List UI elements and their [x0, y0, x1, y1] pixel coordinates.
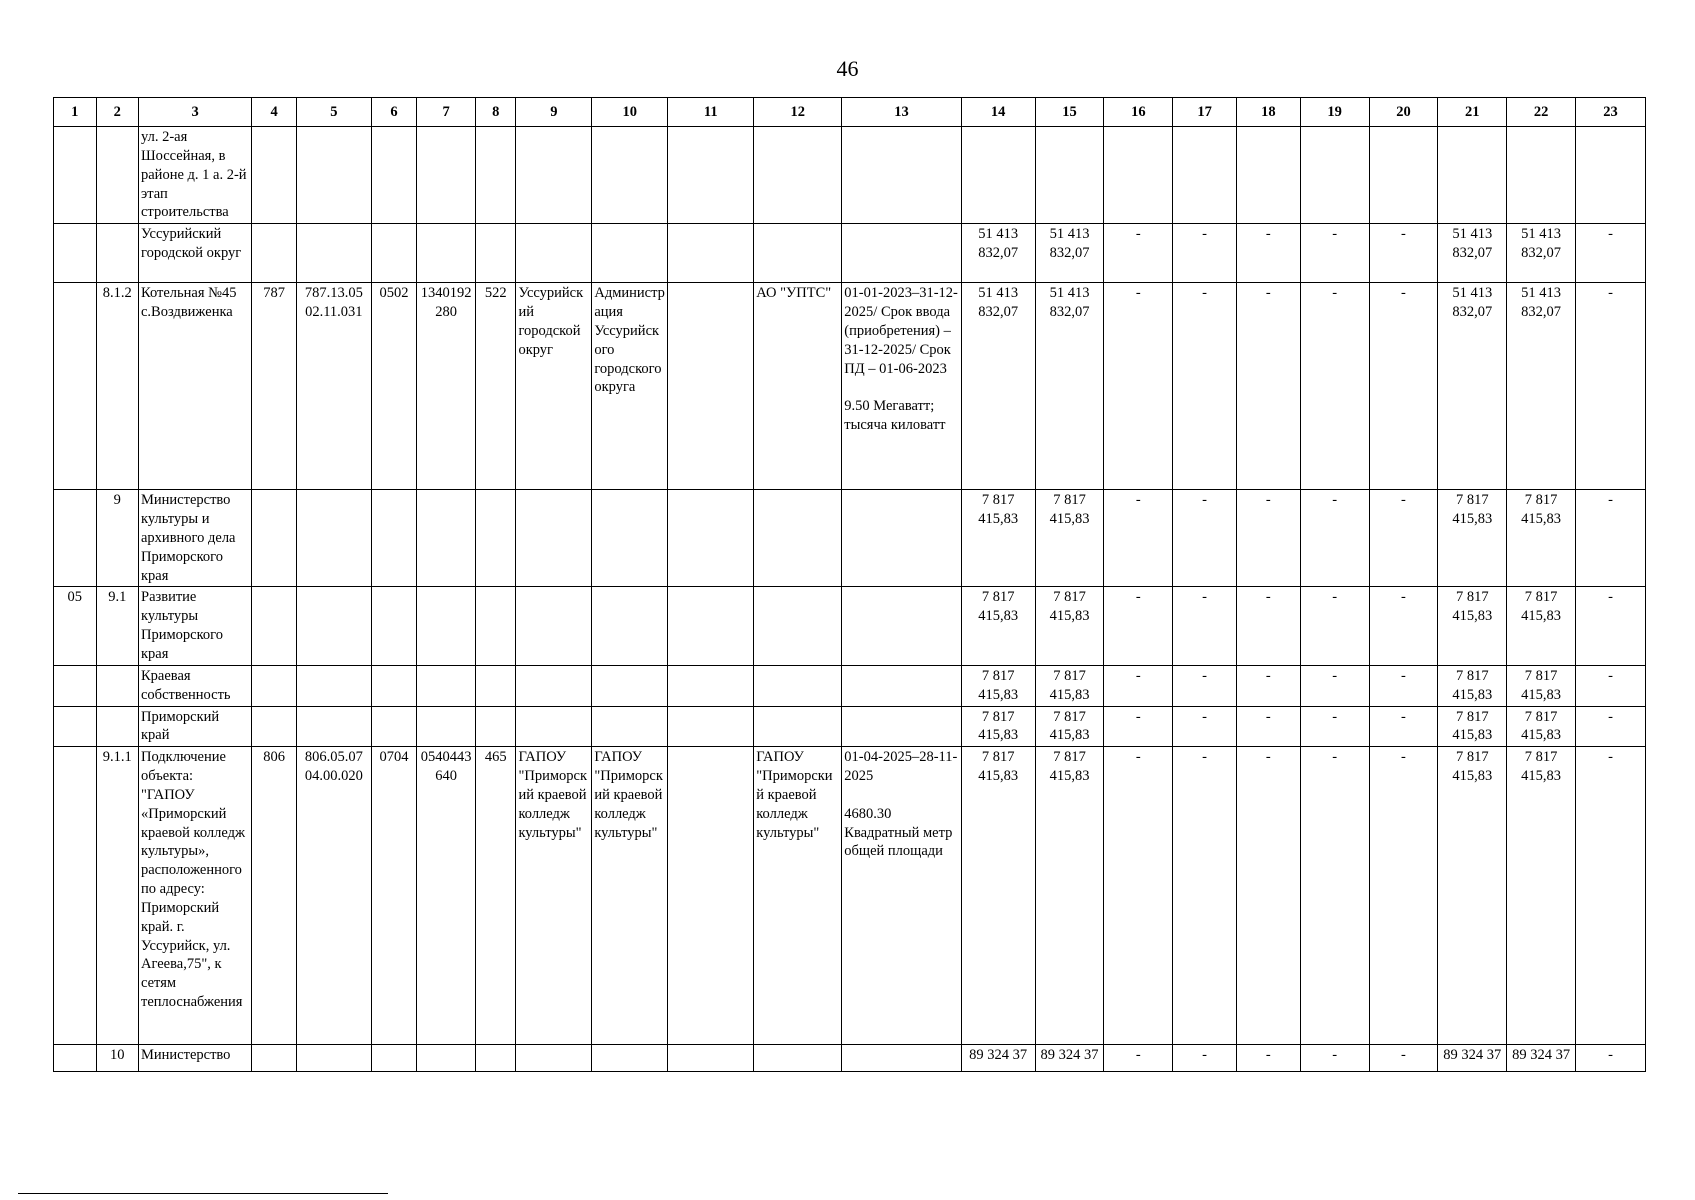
table-cell-col-20: - — [1369, 665, 1438, 706]
table-cell-col-5 — [296, 490, 371, 587]
col-header-13: 13 — [842, 98, 961, 127]
table-cell-col-6 — [371, 587, 417, 665]
table-cell-col-8 — [475, 127, 515, 224]
table-cell-col-7 — [417, 127, 476, 224]
table-cell-col-22: 51 413 832,07 — [1507, 283, 1576, 490]
col-header-21: 21 — [1438, 98, 1507, 127]
table-cell-col-11 — [668, 283, 754, 490]
table-cell-col-19: - — [1300, 1045, 1369, 1072]
table-cell-col-19: - — [1300, 665, 1369, 706]
table-cell-col-7 — [417, 587, 476, 665]
table-cell-col-14: 7 817 415,83 — [961, 490, 1035, 587]
table-cell-col-17: - — [1173, 490, 1237, 587]
table-cell-col-13 — [842, 490, 961, 587]
table-cell-col-9 — [516, 490, 592, 587]
table-cell-col-8 — [475, 490, 515, 587]
table-cell-col-15: 7 817 415,83 — [1035, 706, 1104, 747]
table-cell-col-3: Краевая собственность — [139, 665, 252, 706]
table-cell-col-10: Администрация Уссурийского городского округа — [592, 283, 668, 490]
col-header-7: 7 — [417, 98, 476, 127]
col-header-10: 10 — [592, 98, 668, 127]
table-cell-col-5 — [296, 587, 371, 665]
table-cell-col-6: 0502 — [371, 283, 417, 490]
table-cell-col-5 — [296, 127, 371, 224]
table-cell-col-15: 7 817 415,83 — [1035, 747, 1104, 1045]
table-cell-col-23: - — [1575, 224, 1645, 283]
table-cell-col-18: - — [1236, 224, 1300, 283]
table-row — [54, 706, 1646, 747]
table-cell-col-14: 51 413 832,07 — [961, 283, 1035, 490]
table-cell-col-8 — [475, 665, 515, 706]
table-cell-col-11 — [668, 747, 754, 1045]
page-number: 46 — [836, 56, 859, 81]
table-cell-col-15: 7 817 415,83 — [1035, 665, 1104, 706]
table-cell-col-3: ул. 2-ая Шоссейная, в районе д. 1 а. 2-й этап строительства — [139, 127, 252, 224]
table-cell-col-22: 7 817 415,83 — [1507, 665, 1576, 706]
col-header-5: 5 — [296, 98, 371, 127]
table-cell-col-21: 51 413 832,07 — [1438, 224, 1507, 283]
table-cell-col-16: - — [1104, 224, 1173, 283]
table-cell-col-22: 7 817 415,83 — [1507, 490, 1576, 587]
table-cell-col-15: 7 817 415,83 — [1035, 490, 1104, 587]
table-cell-col-14: 7 817 415,83 — [961, 706, 1035, 747]
table-cell-col-1 — [54, 665, 97, 706]
table-cell-col-9 — [516, 224, 592, 283]
table-cell-col-2 — [96, 706, 139, 747]
col-header-12: 12 — [754, 98, 842, 127]
table-cell-col-6 — [371, 490, 417, 587]
table-cell-col-12 — [754, 127, 842, 224]
table-cell-col-2 — [96, 665, 139, 706]
table-cell-col-22: 89 324 37 — [1507, 1045, 1576, 1072]
table-cell-col-19: - — [1300, 747, 1369, 1045]
table-cell-col-17: - — [1173, 665, 1237, 706]
table-row — [54, 283, 1646, 490]
table-row — [54, 665, 1646, 706]
table-cell-col-7 — [417, 665, 476, 706]
budget-table — [53, 97, 1646, 1072]
table-cell-col-10 — [592, 490, 668, 587]
table-cell-col-18: - — [1236, 587, 1300, 665]
table-cell-col-13 — [842, 587, 961, 665]
table-cell-col-20: - — [1369, 747, 1438, 1045]
col-header-17: 17 — [1173, 98, 1237, 127]
table-cell-col-13 — [842, 706, 961, 747]
table-cell-col-4 — [252, 587, 297, 665]
table-cell-col-16: - — [1104, 490, 1173, 587]
table-row — [54, 1045, 1646, 1072]
table-cell-col-18: - — [1236, 665, 1300, 706]
table-cell-col-4: 787 — [252, 283, 297, 490]
table-cell-col-11 — [668, 706, 754, 747]
table-cell-col-2: 10 — [96, 1045, 139, 1072]
table-cell-col-16 — [1104, 127, 1173, 224]
table-cell-col-16: - — [1104, 1045, 1173, 1072]
col-header-11: 11 — [668, 98, 754, 127]
table-cell-col-1 — [54, 1045, 97, 1072]
table-cell-col-18: - — [1236, 1045, 1300, 1072]
table-cell-col-16: - — [1104, 283, 1173, 490]
table-cell-col-10 — [592, 587, 668, 665]
table-cell-col-23: - — [1575, 587, 1645, 665]
table-cell-col-6 — [371, 127, 417, 224]
table-cell-col-15: 51 413 832,07 — [1035, 224, 1104, 283]
table-cell-col-18: - — [1236, 747, 1300, 1045]
table-cell-col-8 — [475, 587, 515, 665]
table-cell-col-4 — [252, 224, 297, 283]
col-header-22: 22 — [1507, 98, 1576, 127]
table-cell-col-3: Уссурийский городской округ — [139, 224, 252, 283]
table-cell-col-4 — [252, 1045, 297, 1072]
table-cell-col-1 — [54, 283, 97, 490]
table-cell-col-17: - — [1173, 587, 1237, 665]
table-cell-col-1 — [54, 490, 97, 587]
table-cell-col-13 — [842, 1045, 961, 1072]
col-header-14: 14 — [961, 98, 1035, 127]
col-header-3: 3 — [139, 98, 252, 127]
table-cell-col-22: 7 817 415,83 — [1507, 747, 1576, 1045]
table-cell-col-2 — [96, 127, 139, 224]
table-cell-col-21: 51 413 832,07 — [1438, 283, 1507, 490]
table-cell-col-2: 8.1.2 — [96, 283, 139, 490]
table-cell-col-21: 7 817 415,83 — [1438, 706, 1507, 747]
table-cell-col-20: - — [1369, 1045, 1438, 1072]
table-cell-col-2: 9.1.1 — [96, 747, 139, 1045]
table-cell-col-7 — [417, 490, 476, 587]
table-cell-col-8 — [475, 706, 515, 747]
table-cell-col-23: - — [1575, 706, 1645, 747]
table-cell-col-8 — [475, 224, 515, 283]
table-cell-col-14: 7 817 415,83 — [961, 587, 1035, 665]
table-cell-col-23: - — [1575, 665, 1645, 706]
table-cell-col-1: 05 — [54, 587, 97, 665]
table-cell-col-15 — [1035, 127, 1104, 224]
table-cell-col-18 — [1236, 127, 1300, 224]
table-cell-col-23: - — [1575, 747, 1645, 1045]
table-cell-col-1 — [54, 706, 97, 747]
table-cell-col-9 — [516, 587, 592, 665]
col-header-20: 20 — [1369, 98, 1438, 127]
table-cell-col-13 — [842, 127, 961, 224]
table-cell-col-9: Уссурийский городской округ — [516, 283, 592, 490]
table-cell-col-7: 1340192280 — [417, 283, 476, 490]
table-cell-col-19: - — [1300, 224, 1369, 283]
table-cell-col-9 — [516, 665, 592, 706]
table-cell-col-9 — [516, 706, 592, 747]
table-cell-col-19: - — [1300, 283, 1369, 490]
col-header-9: 9 — [516, 98, 592, 127]
table-cell-col-18: - — [1236, 490, 1300, 587]
table-cell-col-3: Развитие культуры Приморского края — [139, 587, 252, 665]
table-cell-col-19: - — [1300, 706, 1369, 747]
table-cell-col-19: - — [1300, 490, 1369, 587]
table-cell-col-20 — [1369, 127, 1438, 224]
table-cell-col-20: - — [1369, 224, 1438, 283]
footnote-separator — [18, 1193, 388, 1194]
table-cell-col-14: 7 817 415,83 — [961, 747, 1035, 1045]
table-cell-col-6 — [371, 665, 417, 706]
table-cell-col-7: 0540443640 — [417, 747, 476, 1045]
table-cell-col-16: - — [1104, 747, 1173, 1045]
col-header-19: 19 — [1300, 98, 1369, 127]
table-cell-col-2 — [96, 224, 139, 283]
table-cell-col-15: 7 817 415,83 — [1035, 587, 1104, 665]
table-cell-col-3: Подключение объекта: "ГАПОУ «Приморский краевой колледж культуры», расположенного по адресу: Приморский край. г. Уссурийск, ул. Агеева,75", к сетям теплоснабжения — [139, 747, 252, 1045]
table-cell-col-13 — [842, 665, 961, 706]
col-header-2: 2 — [96, 98, 139, 127]
table-cell-col-5: 806.05.07 04.00.020 — [296, 747, 371, 1045]
table-cell-col-23: - — [1575, 1045, 1645, 1072]
table-cell-col-2: 9 — [96, 490, 139, 587]
table-cell-col-14: 7 817 415,83 — [961, 665, 1035, 706]
table-cell-col-12: АО "УПТС" — [754, 283, 842, 490]
table-cell-col-17: - — [1173, 706, 1237, 747]
table-cell-col-4: 806 — [252, 747, 297, 1045]
table-cell-col-9 — [516, 1045, 592, 1072]
table-cell-col-21: 7 817 415,83 — [1438, 587, 1507, 665]
table-cell-col-16: - — [1104, 665, 1173, 706]
table-row — [54, 587, 1646, 665]
table-cell-col-22: 51 413 832,07 — [1507, 224, 1576, 283]
table-cell-col-17: - — [1173, 283, 1237, 490]
table-cell-col-2: 9.1 — [96, 587, 139, 665]
table-cell-col-11 — [668, 224, 754, 283]
table-cell-col-23 — [1575, 127, 1645, 224]
col-header-16: 16 — [1104, 98, 1173, 127]
table-row — [54, 490, 1646, 587]
table-cell-col-17: - — [1173, 747, 1237, 1045]
table-cell-col-15: 89 324 37 — [1035, 1045, 1104, 1072]
table-cell-col-14 — [961, 127, 1035, 224]
table-cell-col-1 — [54, 127, 97, 224]
table-cell-col-14: 51 413 832,07 — [961, 224, 1035, 283]
table-row — [54, 127, 1646, 224]
table-cell-col-17: - — [1173, 1045, 1237, 1072]
table-cell-col-13 — [842, 224, 961, 283]
table-cell-col-18: - — [1236, 283, 1300, 490]
table-cell-col-21: 7 817 415,83 — [1438, 747, 1507, 1045]
table-cell-col-1 — [54, 224, 97, 283]
table-cell-col-12: ГАПОУ "Приморский краевой колледж культуры" — [754, 747, 842, 1045]
table-cell-col-7 — [417, 224, 476, 283]
table-cell-col-11 — [668, 490, 754, 587]
table-cell-col-9: ГАПОУ "Приморский краевой колледж культуры" — [516, 747, 592, 1045]
table-cell-col-17 — [1173, 127, 1237, 224]
table-cell-col-17: - — [1173, 224, 1237, 283]
table-cell-col-23: - — [1575, 283, 1645, 490]
table-cell-col-16: - — [1104, 587, 1173, 665]
table-cell-col-18: - — [1236, 706, 1300, 747]
table-cell-col-20: - — [1369, 283, 1438, 490]
table-cell-col-9 — [516, 127, 592, 224]
table-cell-col-22 — [1507, 127, 1576, 224]
table-cell-col-20: - — [1369, 490, 1438, 587]
table-cell-col-20: - — [1369, 587, 1438, 665]
table-cell-col-12 — [754, 587, 842, 665]
table-cell-col-10 — [592, 224, 668, 283]
table-cell-col-6 — [371, 706, 417, 747]
table-cell-col-6: 0704 — [371, 747, 417, 1045]
table-cell-col-20: - — [1369, 706, 1438, 747]
table-cell-col-10 — [592, 127, 668, 224]
table-cell-col-4 — [252, 490, 297, 587]
table-cell-col-10 — [592, 1045, 668, 1072]
header-row — [54, 98, 1646, 127]
table-cell-col-5 — [296, 224, 371, 283]
table-cell-col-22: 7 817 415,83 — [1507, 587, 1576, 665]
table-cell-col-16: - — [1104, 706, 1173, 747]
table-cell-col-11 — [668, 665, 754, 706]
col-header-6: 6 — [371, 98, 417, 127]
table-cell-col-19: - — [1300, 587, 1369, 665]
table-cell-col-10 — [592, 706, 668, 747]
table-cell-col-3: Министерство культуры и архивного дела Приморского края — [139, 490, 252, 587]
col-header-18: 18 — [1236, 98, 1300, 127]
table-cell-col-12 — [754, 490, 842, 587]
table-cell-col-12 — [754, 224, 842, 283]
table-cell-col-5 — [296, 1045, 371, 1072]
col-header-23: 23 — [1575, 98, 1645, 127]
table-cell-col-12 — [754, 665, 842, 706]
table-cell-col-22: 7 817 415,83 — [1507, 706, 1576, 747]
table-cell-col-11 — [668, 1045, 754, 1072]
table-cell-col-11 — [668, 127, 754, 224]
table-cell-col-8: 522 — [475, 283, 515, 490]
table-cell-col-5 — [296, 706, 371, 747]
col-header-8: 8 — [475, 98, 515, 127]
col-header-15: 15 — [1035, 98, 1104, 127]
table-cell-col-19 — [1300, 127, 1369, 224]
table-cell-col-10 — [592, 665, 668, 706]
table-cell-col-4 — [252, 665, 297, 706]
table-cell-col-7 — [417, 1045, 476, 1072]
table-cell-col-6 — [371, 224, 417, 283]
table-cell-col-21: 7 817 415,83 — [1438, 665, 1507, 706]
table-cell-col-5 — [296, 665, 371, 706]
table-cell-col-1 — [54, 747, 97, 1045]
table-row — [54, 224, 1646, 283]
table-cell-col-21: 7 817 415,83 — [1438, 490, 1507, 587]
table-cell-col-5: 787.13.05 02.11.031 — [296, 283, 371, 490]
table-cell-col-13: 01-01-2023–31-12-2025/ Срок ввода (приобретения) – 31-12-2025/ Срок ПД – 01-06-2023 9.50 Мегаватт; тысяча киловатт — [842, 283, 961, 490]
table-cell-col-3: Приморский край — [139, 706, 252, 747]
table-cell-col-6 — [371, 1045, 417, 1072]
table-cell-col-21 — [1438, 127, 1507, 224]
table-cell-col-15: 51 413 832,07 — [1035, 283, 1104, 490]
table-cell-col-11 — [668, 587, 754, 665]
table-cell-col-8: 465 — [475, 747, 515, 1045]
table-cell-col-3: Котельная №45 с.Воздвиженка — [139, 283, 252, 490]
col-header-1: 1 — [54, 98, 97, 127]
table-cell-col-4 — [252, 127, 297, 224]
table-cell-col-13: 01-04-2025–28-11-2025 4680.30 Квадратный метр общей площади — [842, 747, 961, 1045]
table-cell-col-14: 89 324 37 — [961, 1045, 1035, 1072]
table-cell-col-10: ГАПОУ "Приморский краевой колледж культуры" — [592, 747, 668, 1045]
table-row — [54, 747, 1646, 1045]
table-cell-col-21: 89 324 37 — [1438, 1045, 1507, 1072]
col-header-4: 4 — [252, 98, 297, 127]
table-cell-col-4 — [252, 706, 297, 747]
table-cell-col-3: Министерство — [139, 1045, 252, 1072]
table-cell-col-12 — [754, 1045, 842, 1072]
table-cell-col-12 — [754, 706, 842, 747]
table-cell-col-8 — [475, 1045, 515, 1072]
table-cell-col-7 — [417, 706, 476, 747]
table-cell-col-23: - — [1575, 490, 1645, 587]
